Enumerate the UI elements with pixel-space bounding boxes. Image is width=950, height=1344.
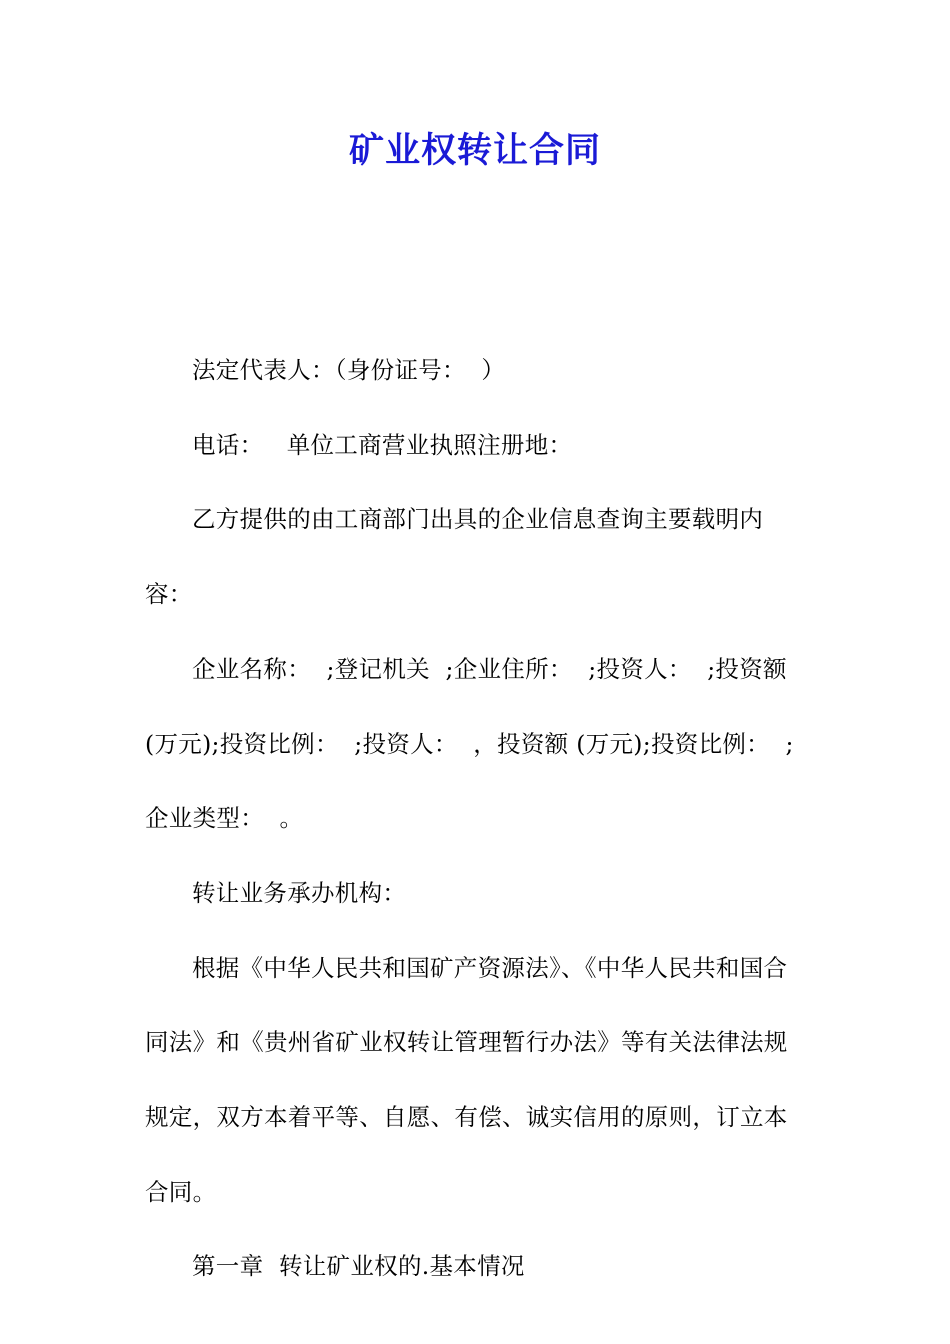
document-title: 矿业权转让合同 bbox=[348, 131, 601, 171]
paragraph-enterprise-info-intro: 乙方提供的由工商部门出具的企业信息查询主要载明内容： bbox=[145, 505, 764, 609]
paragraph-legal-representative: 法定代表人：（身份证号： ） bbox=[192, 356, 506, 384]
chapter-one-heading: 第一章 转让矿业权的.基本情况 bbox=[192, 1252, 525, 1281]
document-body bbox=[145, 333, 810, 1304]
paragraph-enterprise-details: 企业名称： ;登记机关 ;企业住所： ;投资人： ;投资额(万元);投资比例： ;投资人： ，投资额 (万元);投资比例： ;企业类型： 。 bbox=[145, 654, 794, 833]
paragraph-transfer-agency: 转让业务承办机构： bbox=[192, 878, 407, 907]
paragraph-legal-basis: 根据《中华人民共和国矿产资源法》、《中华人民共和国合同法》和《贵州省矿业权转让管理暂行办法》等有关法律法规规定，双方本着平等、自愿、有偿、诚实信用的原则，订立本合同。 bbox=[145, 953, 788, 1206]
paragraph-phone-address: 电话： 单位工商营业执照注册地： bbox=[192, 430, 573, 459]
